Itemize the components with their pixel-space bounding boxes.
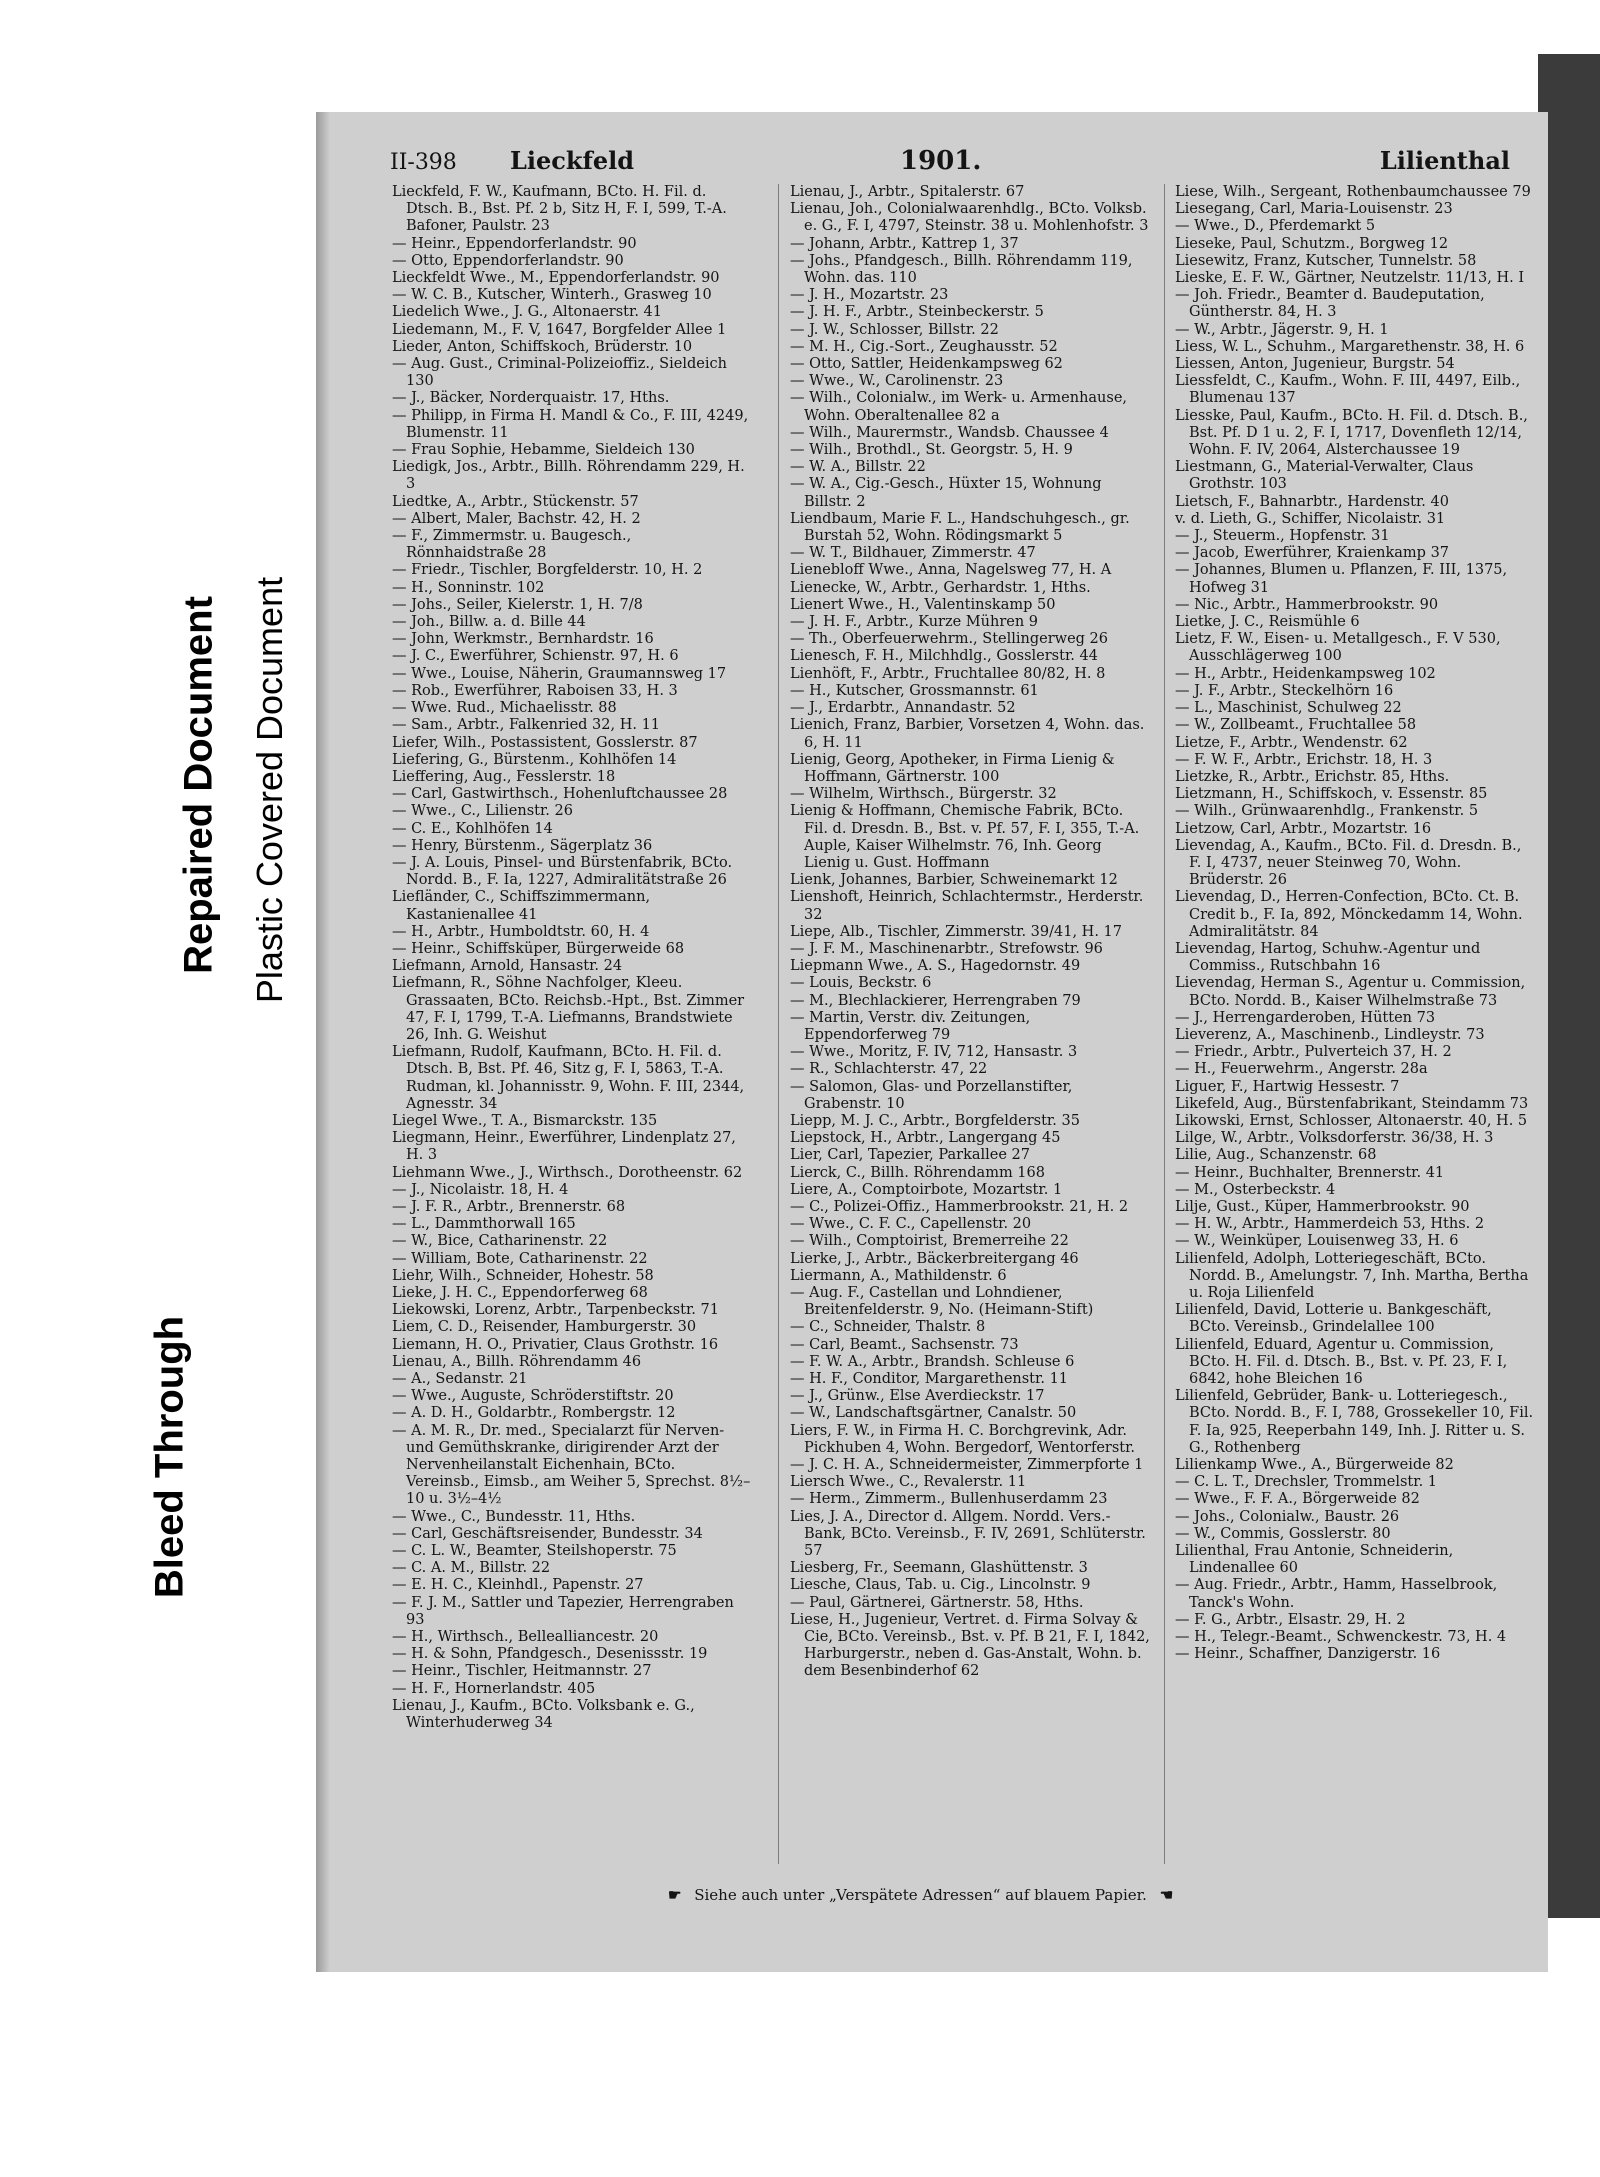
pointing-hand-right-icon: ☚ xyxy=(1159,1886,1174,1904)
directory-entry: — J., Herrengarderoben, Hütten 73 xyxy=(1175,1009,1436,1026)
directory-entry: — H., Arbtr., Humboldtstr. 60, H. 4 xyxy=(392,923,650,940)
directory-entry: — A., Sedanstr. 21 xyxy=(392,1371,528,1388)
directory-entry: — Wwe., Moritz, F. IV, 712, Hansastr. 3 xyxy=(790,1044,1078,1061)
directory-entry: Liegel Wwe., T. A., Bismarckstr. 135 xyxy=(392,1112,658,1129)
directory-entry: — H., Wirthsch., Bellealliancestr. 20 xyxy=(392,1629,659,1646)
directory-entry: v. d. Lieth, G., Schiffer, Nicolaistr. 31 xyxy=(1175,510,1446,527)
directory-entry: Lilienfeld, Eduard, Agentur u. Commission, BCto. H. Fil. d. Dtsch. B., Bst. v. Pf. 23, F. I, 6842, hohe Bleichen 16 xyxy=(1175,1336,1508,1388)
directory-entry: Liedemann, M., F. V, 1647, Borgfelder Allee 1 xyxy=(392,321,727,338)
directory-entry: Liefmann, R., Söhne Nachfolger, Kleeu. Grassaaten, BCto. Reichsb.-Hpt., Bst. Zimmer 47, F. I, 1799, T.-A. Liefmanns, Brandstwiete 26, Inh. G. Weishut xyxy=(392,975,745,1043)
directory-entry: Lienig, Georg, Apotheker, in Firma Lienig & Hoffmann, Gärtnerstr. 100 xyxy=(790,751,1115,785)
directory-entry: Lienshoft, Heinrich, Schlachtermstr., Herderstr. 32 xyxy=(790,889,1144,923)
page-footer-note xyxy=(660,1886,1220,1904)
directory-entry: — H. F., Hornerlandstr. 405 xyxy=(392,1680,596,1697)
directory-entry: — Martin, Verstr. div. Zeitungen, Eppendorferweg 79 xyxy=(790,1009,1031,1043)
directory-entry: Liehmann Wwe., J., Wirthsch., Dorotheenstr. 62 xyxy=(392,1164,743,1181)
directory-entry: — Heinr., Buchhalter, Brennerstr. 41 xyxy=(1175,1164,1445,1181)
directory-entry: — Heinr., Tischler, Heitmannstr. 27 xyxy=(392,1663,652,1680)
directory-entry: Liepstock, H., Arbtr., Langergang 45 xyxy=(790,1130,1061,1147)
directory-entry: Lievendag, A., Kaufm., BCto. Fil. d. Dresdn. B., F. I, 4737, neuer Steinweg 70, Wohn. Brüderstr. 26 xyxy=(1175,837,1522,889)
directory-entry: — J. F. R., Arbtr., Brennerstr. 68 xyxy=(392,1198,626,1215)
directory-entry: — F., Zimmermstr. u. Baugesch., Rönnhaidstraße 28 xyxy=(392,528,632,562)
directory-entry: — Wilh., Colonialw., im Werk- u. Armenhause, Wohn. Oberaltenallee 82 a xyxy=(790,390,1128,424)
directory-entry: Lievendag, D., Herren-Confection, BCto. Ct. B. Credit b., F. Ia, 892, Mönckedamm 14, Wohn. Admiralitätstr. 84 xyxy=(1175,889,1523,940)
directory-entry: Liesewitz, Franz, Kutscher, Tunnelstr. 58 xyxy=(1175,252,1477,269)
directory-entry: — H., Feuerwehrm., Angerstr. 28a xyxy=(1175,1061,1428,1078)
directory-entry: — C., Polizei-Offiz., Hammerbrookstr. 21, H. 2 xyxy=(790,1198,1129,1215)
footer-text: Siehe auch unter „Verspätete Adressen“ auf blauem Papier. xyxy=(694,1886,1147,1904)
directory-entry: — J. C., Ewerführer, Schienstr. 97, H. 6 xyxy=(392,648,679,665)
directory-entry: Lienesch, F. H., Milchhdlg., Gosslerstr. 44 xyxy=(790,648,1098,665)
directory-entry: — M., Osterbeckstr. 4 xyxy=(1175,1181,1336,1198)
directory-entry: Liepmann Wwe., A. S., Hagedornstr. 49 xyxy=(790,958,1081,975)
directory-entry: Likefeld, Aug., Bürstenfabrikant, Steindamm 73 xyxy=(1175,1095,1529,1112)
directory-entry: Lieffering, Aug., Fesslerstr. 18 xyxy=(392,768,616,785)
directory-entry: — Wwe., Auguste, Schröderstiftstr. 20 xyxy=(392,1388,674,1405)
directory-entry: — Wwe., C., Bundesstr. 11, Hths. xyxy=(392,1508,636,1525)
directory-entry: Liedtke, A., Arbtr., Stückenstr. 57 xyxy=(392,493,639,510)
directory-entry: Lietze, F., Arbtr., Wendenstr. 62 xyxy=(1175,734,1408,751)
directory-entry: Liem, C. D., Reisender, Hamburgerstr. 30 xyxy=(392,1319,697,1336)
directory-entry: Lierke, J., Arbtr., Bäckerbreitergang 46 xyxy=(790,1250,1079,1267)
directory-entry: — H., Arbtr., Heidenkampsweg 102 xyxy=(1175,665,1436,682)
directory-entry: — L., Dammthorwall 165 xyxy=(392,1216,576,1233)
header-year: 1901. xyxy=(900,146,982,176)
directory-entry: — Heinr., Schaffner, Danzigerstr. 16 xyxy=(1175,1646,1441,1663)
directory-entry: Liesche, Claus, Tab. u. Cig., Lincolnstr. 9 xyxy=(790,1577,1091,1594)
directory-entry: — W., Weinküper, Louisenweg 33, H. 6 xyxy=(1175,1233,1459,1250)
directory-entry: — Johs., Colonialw., Baustr. 26 xyxy=(1175,1508,1400,1525)
page-header xyxy=(390,146,1510,186)
directory-entry: — H. F., Conditor, Margarethenstr. 11 xyxy=(790,1371,1069,1388)
directory-entry: — R., Schlachterstr. 47, 22 xyxy=(790,1061,988,1078)
directory-entry: Liess, W. L., Schuhm., Margarethenstr. 38, H. 6 xyxy=(1175,338,1525,355)
directory-entry: Lier, Carl, Tapezier, Parkallee 27 xyxy=(790,1147,1031,1164)
directory-entry: — Wwe., C., Lilienstr. 26 xyxy=(392,803,573,820)
directory-entry: — Wwe., C. F. C., Capellenstr. 20 xyxy=(790,1216,1032,1233)
directory-entry: — Wwe., D., Pferdemarkt 5 xyxy=(1175,218,1376,235)
directory-entry: Liedelich Wwe., J. G., Altonaerstr. 41 xyxy=(392,304,663,321)
directory-entry: — Wwe., W., Carolinenstr. 23 xyxy=(790,373,1004,390)
directory-entry: Liermann, A., Mathildenstr. 6 xyxy=(790,1267,1007,1284)
directory-entry: Lieckfeldt Wwe., M., Eppendorferlandstr. 90 xyxy=(392,270,720,287)
directory-entry: Lieckfeld, F. W., Kaufmann, BCto. H. Fil. d. Dtsch. B., Bst. Pf. 2 b, Sitz H, F. I, 599, T.-A. Bafoner, Paulstr. 23 xyxy=(392,184,727,235)
directory-entry: Liese, H., Jugenieur, Vertret. d. Firma Solvay & Cie, BCto. Vereinsb., Bst. v. Pf. B 21, F. I, 1842, Harburgerstr., neben d. Gas-Anstalt, Wohn. b. dem Besenbinderhof 62 xyxy=(790,1611,1150,1680)
directory-entry: — C. A. M., Billstr. 22 xyxy=(392,1560,551,1577)
directory-entry: — Herm., Zimmerm., Bullenhuserdamm 23 xyxy=(790,1491,1108,1508)
directory-entry: Lievendag, Hartog, Schuhw.-Agentur und Commiss., Rutschbahn 16 xyxy=(1175,940,1481,975)
directory-entry: Liefer, Wilh., Postassistent, Gosslerstr. 87 xyxy=(392,734,698,751)
directory-entry: — Heinr., Eppendorferlandstr. 90 xyxy=(392,235,637,252)
bleed-through-label: Bleed Through xyxy=(134,1282,206,1632)
directory-entry: — W., Zollbeamt., Fruchtallee 58 xyxy=(1175,717,1417,734)
directory-entry: — J. F. M., Maschinenarbtr., Strefowstr. 96 xyxy=(790,940,1103,957)
header-keyword-right: Lilienthal xyxy=(1379,146,1510,175)
directory-entry: — C. L. W., Beamter, Steilshoperstr. 75 xyxy=(392,1543,677,1560)
directory-entry: — W., Landschaftsgärtner, Canalstr. 50 xyxy=(790,1405,1077,1422)
directory-entry: — Wilh., Grünwaarenhdlg., Frankenstr. 5 xyxy=(1175,803,1479,820)
directory-entry: — Louis, Beckstr. 6 xyxy=(790,975,932,992)
directory-entry: — J. F., Arbtr., Steckelhörn 16 xyxy=(1175,682,1394,699)
directory-entry: Lilienkamp Wwe., A., Bürgerweide 82 xyxy=(1175,1457,1454,1474)
directory-entry: Lietke, J. C., Reismühle 6 xyxy=(1175,614,1360,631)
directory-entry: Lietzke, R., Arbtr., Erichstr. 85, Hths. xyxy=(1175,768,1450,785)
directory-entry: Lietzow, Carl, Arbtr., Mozartstr. 16 xyxy=(1175,820,1432,837)
column-divider xyxy=(1164,184,1165,1864)
directory-entry: Lienau, A., Billh. Röhrendamm 46 xyxy=(392,1353,642,1370)
directory-entry: Lilienfeld, Gebrüder, Bank- u. Lotteriegesch., BCto. Nordd. B., F. I, 788, Grossekeller 10, Fil. F. Ia, 925, Reeperbahn 149, Inh. J. Ritter u. S. G., Rothenberg xyxy=(1175,1388,1534,1456)
directory-entry: Lieske, E. F. W., Gärtner, Neutzelstr. 11/13, H. I xyxy=(1175,270,1525,287)
directory-entry: Lilienfeld, David, Lotterie u. Bankgeschäft, BCto. Vereinsb., Grindelallee 100 xyxy=(1175,1302,1492,1336)
directory-entry: — W. A., Cig.-Gesch., Hüxter 15, Wohnung Billstr. 2 xyxy=(790,476,1102,510)
directory-entry: Lienecke, W., Arbtr., Gerhardstr. 1, Hths. xyxy=(790,579,1091,596)
directory-entry: Liefmann, Arnold, Hansastr. 24 xyxy=(392,958,623,975)
directory-entry: — H., Kutscher, Grossmannstr. 61 xyxy=(790,682,1039,699)
directory-entry: — J. W., Schlosser, Billstr. 22 xyxy=(790,321,999,338)
directory-entry: — J. H. F., Arbtr., Kurze Mühren 9 xyxy=(790,614,1039,631)
directory-entry: — Wwe. Rud., Michaelisstr. 88 xyxy=(392,700,617,717)
directory-entry: — C. E., Kohlhöfen 14 xyxy=(392,820,553,837)
directory-entry: — Carl, Geschäftsreisender, Bundesstr. 34 xyxy=(392,1525,703,1542)
directory-entry: Liersch Wwe., C., Revalerstr. 11 xyxy=(790,1474,1027,1491)
directory-entry: Lienk, Johannes, Barbier, Schweinemarkt 12 xyxy=(790,872,1118,889)
directory-entry: Liers, F. W., in Firma H. C. Borchgrevink, Adr. Pickhuben 4, Wohn. Bergedorf, Wentorferstr. xyxy=(790,1422,1136,1456)
directory-entry: Liegmann, Heinr., Ewerführer, Lindenplatz 27, H. 3 xyxy=(392,1130,736,1164)
directory-entry: Liepp, M. J. C., Arbtr., Borgfelderstr. 35 xyxy=(790,1112,1080,1129)
directory-entry: Lietzmann, H., Schiffskoch, v. Essenstr. 85 xyxy=(1175,786,1488,803)
directory-entry: — J., Nicolaistr. 18, H. 4 xyxy=(392,1181,569,1198)
page-gutter-shadow xyxy=(316,112,330,1972)
directory-entry: — M. H., Cig.-Sort., Zeughausstr. 52 xyxy=(790,338,1058,355)
pointing-hand-left-icon: ☛ xyxy=(668,1886,682,1904)
directory-entry: Liemann, H. O., Privatier, Claus Grothstr. 16 xyxy=(392,1336,719,1353)
directory-entry: — Salomon, Glas- und Porzellanstifter, Grabenstr. 10 xyxy=(790,1078,1073,1112)
directory-entry: — Johs., Seiler, Kielerstr. 1, H. 7/8 xyxy=(392,596,643,613)
directory-entry: Lievendag, Herman S., Agentur u. Commission, BCto. Nordd. B., Kaiser Wilhelmstraße 73 xyxy=(1175,975,1526,1009)
directory-entry: Liguer, F., Hartwig Hessestr. 7 xyxy=(1175,1078,1400,1095)
directory-entry: Liekowski, Lorenz, Arbtr., Tarpenbeckstr. 71 xyxy=(392,1302,719,1319)
directory-entry: — Paul, Gärtnerei, Gärtnerstr. 58, Hths. xyxy=(790,1594,1084,1611)
directory-entry: Lieseke, Paul, Schutzm., Borgweg 12 xyxy=(1175,235,1449,252)
directory-entry: — W. C. B., Kutscher, Winterh., Grasweg 10 xyxy=(392,287,712,304)
directory-column-1 xyxy=(392,184,752,1732)
directory-entry: Lilje, Gust., Küper, Hammerbrookstr. 90 xyxy=(1175,1198,1470,1215)
directory-entry: — J., Bäcker, Norderquaistr. 17, Hths. xyxy=(392,390,670,407)
directory-column-2 xyxy=(790,184,1150,1681)
directory-entry: Lienert Wwe., H., Valentinskamp 50 xyxy=(790,596,1056,613)
directory-entry: — Heinr., Schiffsküper, Bürgerweide 68 xyxy=(392,940,685,957)
directory-entry: — F. W. F., Arbtr., Erichstr. 18, H. 3 xyxy=(1175,751,1433,768)
directory-entry: Liese, Wilh., Sergeant, Rothenbaumchaussee 79 xyxy=(1175,184,1531,200)
directory-entry: Liefering, G., Bürstenm., Kohlhöfen 14 xyxy=(392,751,677,768)
directory-entry: — Wilh., Maurermstr., Wandsb. Chaussee 4 xyxy=(790,424,1109,441)
directory-entry: — Frau Sophie, Hebamme, Sieldeich 130 xyxy=(392,442,695,459)
directory-entry: Lierck, C., Billh. Röhrendamm 168 xyxy=(790,1164,1045,1181)
directory-entry: Lietz, F. W., Eisen- u. Metallgesch., F. V 530, Ausschlägerweg 100 xyxy=(1175,631,1501,665)
directory-entry: Lienich, Franz, Barbier, Vorsetzen 4, Wohn. das. 6, H. 11 xyxy=(790,717,1145,751)
directory-entry: — Aug. F., Castellan und Lohndiener, Breitenfelderstr. 9, No. (Heimann-Stift) xyxy=(790,1285,1094,1319)
directory-entry: Liesberg, Fr., Seemann, Glashüttenstr. 3 xyxy=(790,1560,1088,1577)
directory-entry: — Sam., Arbtr., Falkenried 32, H. 11 xyxy=(392,717,661,734)
directory-entry: — Aug. Gust., Criminal-Polizeioffiz., Sieldeich 130 xyxy=(392,356,727,390)
directory-entry: Likowski, Ernst, Schlosser, Altonaerstr. 40, H. 5 xyxy=(1175,1112,1528,1129)
directory-entry: — F. G., Arbtr., Elsastr. 29, H. 2 xyxy=(1175,1611,1406,1628)
directory-entry: — W., Arbtr., Jägerstr. 9, H. 1 xyxy=(1175,321,1389,338)
directory-entry: — H., Sonninstr. 102 xyxy=(392,579,545,596)
directory-entry: Liendbaum, Marie F. L., Handschuhgesch., gr. Burstah 52, Wohn. Rödingsmarkt 5 xyxy=(790,510,1130,545)
directory-entry: Lieke, J. H. C., Eppendorferweg 68 xyxy=(392,1285,648,1301)
directory-entry: — J., Erdarbtr., Annandastr. 52 xyxy=(790,700,1016,717)
directory-entry: — H. & Sohn, Pfandgesch., Desenissstr. 19 xyxy=(392,1646,708,1663)
directory-entry: — Wilh., Comptoirist, Bremerreihe 22 xyxy=(790,1233,1069,1250)
repaired-document-label: Repaired Document xyxy=(164,520,234,1050)
directory-entry: — H. W., Arbtr., Hammerdeich 53, Hths. 2 xyxy=(1175,1216,1485,1233)
directory-entry: — J. H., Mozartstr. 23 xyxy=(790,287,949,304)
directory-entry: Lilienfeld, Adolph, Lotteriegeschäft, BCto. Nordd. B., Amelungstr. 7, Inh. Martha, Bertha u. Roja Lilienfeld xyxy=(1175,1250,1529,1301)
directory-entry: — Carl, Beamt., Sachsenstr. 73 xyxy=(790,1336,1019,1353)
directory-entry: Liedigk, Jos., Arbtr., Billh. Röhrendamm 229, H. 3 xyxy=(392,459,745,493)
directory-entry: — Otto, Eppendorferlandstr. 90 xyxy=(392,252,624,269)
directory-entry: — C. L. T., Drechsler, Trommelstr. 1 xyxy=(1175,1474,1438,1491)
directory-entry: — Th., Oberfeuerwehrm., Stellingerweg 26 xyxy=(790,631,1108,648)
directory-entry: — W. T., Bildhauer, Zimmerstr. 47 xyxy=(790,545,1036,562)
directory-entry: — Wwe., F. F. A., Börgerweide 82 xyxy=(1175,1491,1420,1508)
directory-entry: — Joh., Billw. a. d. Bille 44 xyxy=(392,614,586,631)
directory-entry: — John, Werkmstr., Bernhardstr. 16 xyxy=(392,631,654,648)
directory-entry: — F. W. A., Arbtr., Brandsh. Schleuse 6 xyxy=(790,1353,1075,1370)
directory-entry: — J. C. H. A., Schneidermeister, Zimmerpforte 1 xyxy=(790,1457,1144,1474)
directory-entry: — Joh. Friedr., Beamter d. Baudeputation, Güntherstr. 84, H. 3 xyxy=(1175,287,1485,321)
directory-entry: Lieverenz, A., Maschinenb., Lindleystr. 73 xyxy=(1175,1026,1485,1043)
directory-entry: — J. H. F., Arbtr., Steinbeckerstr. 5 xyxy=(790,304,1044,321)
directory-entry: Lienhöft, F., Arbtr., Fruchtallee 80/82, H. 8 xyxy=(790,665,1106,682)
directory-entry: — Aug. Friedr., Arbtr., Hamm, Hasselbrook, Tanck's Wohn. xyxy=(1175,1577,1498,1611)
directory-entry: Lies, J. A., Director d. Allgem. Nordd. Vers.-Bank, BCto. Vereinsb., F. IV, 2691, Schlüterstr. 57 xyxy=(790,1508,1146,1560)
directory-entry: — A. M. R., Dr. med., Specialarzt für Nerven- und Gemüthskranke, dirigirender Arzt der Nervenheilanstalt Eichenhain, BCto. Vereinsb., Eimsb., am Weiher 5, Sprechst. 8½–10 u. 3½–4½ xyxy=(392,1422,751,1508)
directory-entry: Lienau, Joh., Colonialwaarenhdlg., BCto. Volksb. e. G., F. I, 4797, Steinstr. 38 u. Mohlenhofstr. 3 xyxy=(790,201,1149,235)
directory-entry: Lienebloff Wwe., Anna, Nagelsweg 77, H. A xyxy=(790,562,1112,579)
plastic-covered-document-label: Plastic Covered Document xyxy=(230,530,310,1050)
directory-entry: Liessen, Anton, Jugenieur, Burgstr. 54 xyxy=(1175,356,1455,373)
directory-entry: — Otto, Sattler, Heidenkampsweg 62 xyxy=(790,356,1063,373)
page-number: II-398 xyxy=(390,150,457,175)
column-divider xyxy=(778,184,779,1864)
directory-entry: — W., Commis, Gosslerstr. 80 xyxy=(1175,1525,1391,1542)
directory-entry: — J., Steuerm., Hopfenstr. 31 xyxy=(1175,528,1390,545)
directory-entry: Lienig & Hoffmann, Chemische Fabrik, BCto. Fil. d. Dresdn. B., Bst. v. Pf. 57, F. I, 355, T.-A. Auple, Kaiser Wilhelmstr. 76, Inh. Georg Lienig u. Gust. Hoffmann xyxy=(790,803,1140,871)
directory-column-3 xyxy=(1175,184,1535,1663)
directory-entry: Liessfeldt, C., Kaufm., Wohn. F. III, 4497, Eilb., Blumenau 137 xyxy=(1175,373,1521,407)
directory-entry: — Johs., Pfandgesch., Billh. Röhrendamm 119, Wohn. das. 110 xyxy=(790,252,1133,287)
directory-entry: Liehr, Wilh., Schneider, Hohestr. 58 xyxy=(392,1267,654,1284)
directory-entry: Liesske, Paul, Kaufm., BCto. H. Fil. d. Dtsch. B., Bst. Pf. D 1 u. 2, F. I, 1717, Dovenfleth 12/14, Wohn. F. IV, 2064, Alsterchaussee 19 xyxy=(1175,407,1528,459)
directory-entry: Liesegang, Carl, Maria-Louisenstr. 23 xyxy=(1175,201,1453,218)
directory-entry: Lienau, J., Arbtr., Spitalerstr. 67 xyxy=(790,184,1025,200)
directory-entry: — F. J. M., Sattler und Tapezier, Herrengraben 93 xyxy=(392,1594,734,1628)
directory-entry: — J. A. Louis, Pinsel- und Bürstenfabrik, BCto. Nordd. B., F. Ia, 1227, Admiralitätstraße 26 xyxy=(392,854,733,889)
directory-entry: — Jacob, Ewerführer, Kraienkamp 37 xyxy=(1175,545,1450,562)
directory-entry: Liere, A., Comptoirbote, Mozartstr. 1 xyxy=(790,1181,1063,1198)
directory-entry: — Albert, Maler, Bachstr. 42, H. 2 xyxy=(392,510,641,527)
directory-entry: Liepe, Alb., Tischler, Zimmerstr. 39/41, H. 17 xyxy=(790,923,1122,940)
directory-entry: Lieder, Anton, Schiffskoch, Brüderstr. 10 xyxy=(392,338,693,355)
directory-entry: — J., Grünw., Else Averdieckstr. 17 xyxy=(790,1388,1045,1405)
directory-entry: Liefländer, C., Schiffszimmermann, Kastanienallee 41 xyxy=(392,889,651,923)
directory-entry: Lilie, Aug., Schanzenstr. 68 xyxy=(1175,1147,1377,1164)
directory-entry: — Carl, Gastwirthsch., Hohenluftchaussee 28 xyxy=(392,786,728,803)
directory-entry: — Johann, Arbtr., Kattrep 1, 37 xyxy=(790,235,1019,252)
directory-entry: — E. H. C., Kleinhdl., Papenstr. 27 xyxy=(392,1577,644,1594)
directory-entry: Lilge, W., Arbtr., Volksdorferstr. 36/38, H. 3 xyxy=(1175,1130,1494,1147)
directory-entry: — Rob., Ewerführer, Raboisen 33, H. 3 xyxy=(392,682,678,699)
directory-entry: — William, Bote, Catharinenstr. 22 xyxy=(392,1250,648,1267)
header-keyword-left: Lieckfeld xyxy=(510,146,634,175)
directory-entry: — W. A., Billstr. 22 xyxy=(790,459,926,476)
directory-entry: — Friedr., Tischler, Borgfelderstr. 10, H. 2 xyxy=(392,562,703,579)
directory-entry: — Friedr., Arbtr., Pulverteich 37, H. 2 xyxy=(1175,1044,1452,1061)
directory-entry: — Wilh., Brothdl., St. Georgstr. 5, H. 9 xyxy=(790,442,1073,459)
directory-entry: — C., Schneider, Thalstr. 8 xyxy=(790,1319,986,1336)
directory-entry: Liestmann, G., Material-Verwalter, Claus Grothstr. 103 xyxy=(1175,459,1474,493)
directory-entry: — W., Bice, Catharinenstr. 22 xyxy=(392,1233,608,1250)
directory-entry: — Wilhelm, Wirthsch., Bürgerstr. 32 xyxy=(790,786,1057,803)
directory-entry: — Wwe., Louise, Näherin, Graumannsweg 17 xyxy=(392,665,727,682)
directory-entry: — L., Maschinist, Schulweg 22 xyxy=(1175,700,1402,717)
directory-entry: — H., Telegr.-Beamt., Schwenckestr. 73, H. 4 xyxy=(1175,1629,1507,1646)
directory-entry: — Nic., Arbtr., Hammerbrookstr. 90 xyxy=(1175,596,1439,613)
directory-entry: — A. D. H., Goldarbtr., Rombergstr. 12 xyxy=(392,1405,676,1422)
directory-entry: — Johannes, Blumen u. Pflanzen, F. III, 1375, Hofweg 31 xyxy=(1175,562,1508,596)
directory-entry: Liefmann, Rudolf, Kaufmann, BCto. H. Fil. d. Dtsch. B, Bst. Pf. 46, Sitz g, F. I, 5863, T.-A. Rudman, kl. Johannisstr. 9, Wohn. F. III, 2344, Agnesstr. 34 xyxy=(392,1044,745,1112)
directory-entry: Lietsch, F., Bahnarbtr., Hardenstr. 40 xyxy=(1175,493,1449,510)
directory-entry: Lienau, J., Kaufm., BCto. Volksbank e. G., Winterhuderweg 34 xyxy=(392,1697,695,1732)
directory-entry: — M., Blechlackierer, Herrengraben 79 xyxy=(790,992,1081,1009)
directory-entry: — Philipp, in Firma H. Mandl & Co., F. III, 4249, Blumenstr. 11 xyxy=(392,407,749,441)
directory-entry: Lilienthal, Frau Antonie, Schneiderin, Lindenallee 60 xyxy=(1175,1543,1454,1577)
directory-entry: — Henry, Bürstenm., Sägerplatz 36 xyxy=(392,837,653,854)
